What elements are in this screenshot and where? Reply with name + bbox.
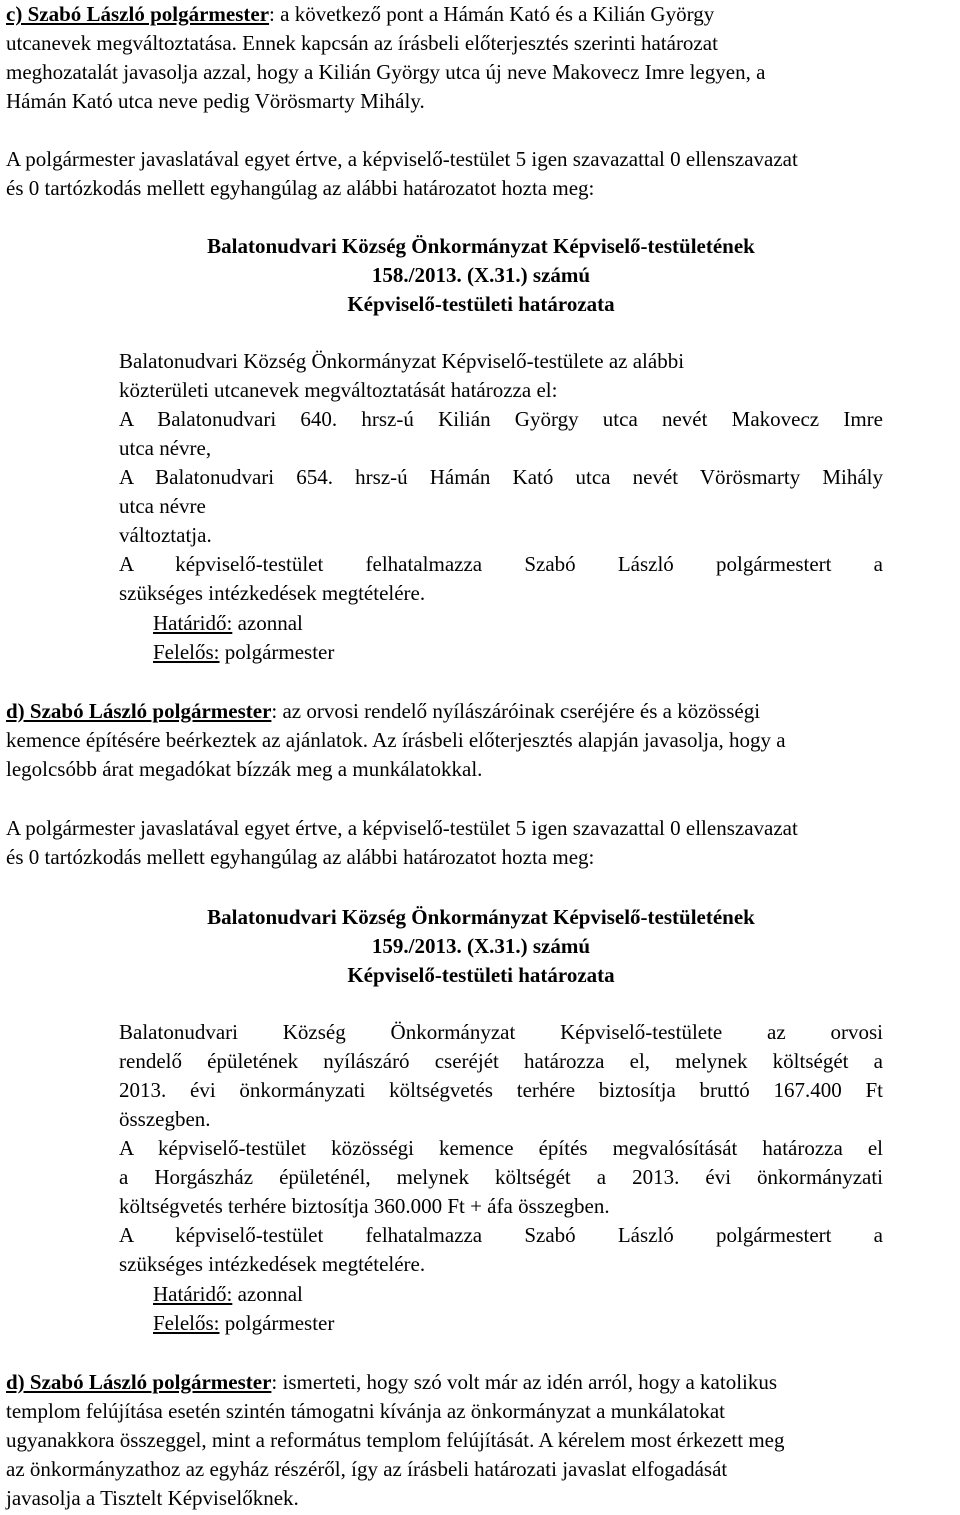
vote-2-line-2: és 0 tartózkodás mellett egyhangúlag az alábbi határozatot hozta meg: [6,845,595,869]
resolution-158-heading [6,232,956,319]
section-d1-line-1: : az orvosi rendelő nyílászáróinak cseréjére és a közösségi [271,699,761,723]
section-d2-line-3: ugyanakkora összeggel, mint a református templom felújítását. A kérelem most érkezett meg [6,1428,785,1452]
resolution-159-line-7: költségvetés terhére biztosítja 360.000 Ft + áfa összegben. [119,1194,610,1218]
responsible-label: Felelős: [153,640,220,664]
responsible-label: Felelős: [153,1311,220,1335]
section-c-line-2: utcanevek megváltoztatása. Ennek kapcsán az írásbeli előterjesztés szerinti határozat [6,31,718,55]
vote-2-line-1: A polgármester javaslatával egyet értve, a képviselő-testület 5 igen szavazattal 0 ellenszavazat [6,816,798,840]
resolution-158-line-5: A Balatonudvari 654. hrsz-ú Hámán Kató utca nevét Vörösmarty Mihály [119,465,883,489]
resolution-159-heading-2: 159./2013. (X.31.) számú [371,934,591,958]
section-d-paragraph-1 [6,697,956,784]
resolution-159-heading-1: Balatonudvari Község Önkormányzat Képviselő-testületének [207,905,755,929]
resolution-159-deadline [153,1280,303,1309]
section-d1-line-2: kemence építésére beérkeztek az ajánlatok. Az írásbeli előterjesztés alapján javasolja, hogy a [6,728,786,752]
responsible-value: polgármester [219,1311,335,1335]
deadline-label: Határidő: [153,611,233,635]
resolution-159-line-5: A képviselő-testület közösségi kemence építés megvalósítását határozza el [119,1136,883,1160]
resolution-159-line-6: a Horgászház épületénél, melynek költségét a 2013. évi önkormányzati [119,1165,883,1189]
section-d2-line-1: : ismerteti, hogy szó volt már az idén arról, hogy a katolikus [271,1370,778,1394]
resolution-159-heading [6,903,956,990]
resolution-158-deadline [153,609,303,638]
resolution-158-line-3: A Balatonudvari 640. hrsz-ú Kilián György utca nevét Makovecz Imre [119,407,883,431]
resolution-158-line-7: változtatja. [119,523,212,547]
resolution-159-line-8: A képviselő-testület felhatalmazza Szabó László polgármestert a [119,1223,883,1247]
vote-1-line-2: és 0 tartózkodás mellett egyhangúlag az alábbi határozatot hozta meg: [6,176,595,200]
resolution-159-heading-3: Képviselő-testületi határozata [347,963,615,987]
section-c-paragraph [6,0,956,116]
resolution-159-responsible [153,1309,334,1338]
section-c-line-3: meghozatalát javasolja azzal, hogy a Kilián György utca új neve Makovecz Imre legyen, a [6,60,766,84]
section-d1-line-3: legolcsóbb árat megadókat bízzák meg a munkálatokkal. [6,757,483,781]
responsible-value: polgármester [219,640,335,664]
section-d2-line-2: templom felújítása esetén szintén támogatni kívánja az önkormányzat a munkálatokat [6,1399,726,1423]
resolution-159-line-4: összegben. [119,1107,211,1131]
resolution-158-line-9: szükséges intézkedések megtételére. [119,581,426,605]
resolution-159-line-3: 2013. évi önkormányzati költségvetés terhére biztosítja bruttó 167.400 Ft [119,1078,883,1102]
section-d1-lead: d) Szabó László polgármester [6,699,272,723]
resolution-158-line-1: Balatonudvari Község Önkormányzat Képviselő-testülete az alábbi [119,349,685,373]
section-c-line-4: Hámán Kató utca neve pedig Vörösmarty Mihály. [6,89,425,113]
resolution-158-responsible [153,638,334,667]
resolution-158-heading-3: Képviselő-testületi határozata [347,292,615,316]
resolution-159-line-9: szükséges intézkedések megtételére. [119,1252,426,1276]
deadline-value: azonnal [232,1282,303,1306]
resolution-158-line-2: közterületi utcanevek megváltoztatását határozza el: [119,378,558,402]
section-d2-lead: d) Szabó László polgármester [6,1370,272,1394]
section-d2-line-4: az önkormányzathoz az egyház részéről, így az írásbeli határozati javaslat elfogadását [6,1457,728,1481]
resolution-158-heading-1: Balatonudvari Község Önkormányzat Képviselő-testületének [207,234,755,258]
section-c-lead: c) Szabó László polgármester [6,2,270,26]
vote-paragraph-1 [6,145,956,203]
section-c-line-1: : a következő pont a Hámán Kató és a Kilián György [269,2,715,26]
resolution-158-body [119,347,883,608]
resolution-158-heading-2: 158./2013. (X.31.) számú [371,263,591,287]
section-d2-line-5: javasolja a Tisztelt Képviselőknek. [6,1486,299,1510]
resolution-158-line-4: utca névre, [119,436,212,460]
resolution-158-line-8: A képviselő-testület felhatalmazza Szabó László polgármestert a [119,552,883,576]
vote-paragraph-2 [6,814,956,872]
resolution-159-line-1: Balatonudvari Község Önkormányzat Képviselő-testülete az orvosi [119,1020,883,1044]
vote-1-line-1: A polgármester javaslatával egyet értve, a képviselő-testület 5 igen szavazattal 0 ellenszavazat [6,147,798,171]
section-d-paragraph-2 [6,1368,956,1513]
deadline-label: Határidő: [153,1282,233,1306]
deadline-value: azonnal [232,611,303,635]
resolution-159-line-2: rendelő épületének nyílászáró cseréjét határozza el, melynek költségét a [119,1049,883,1073]
resolution-158-line-6: utca névre [119,494,206,518]
resolution-159-body [119,1018,883,1279]
